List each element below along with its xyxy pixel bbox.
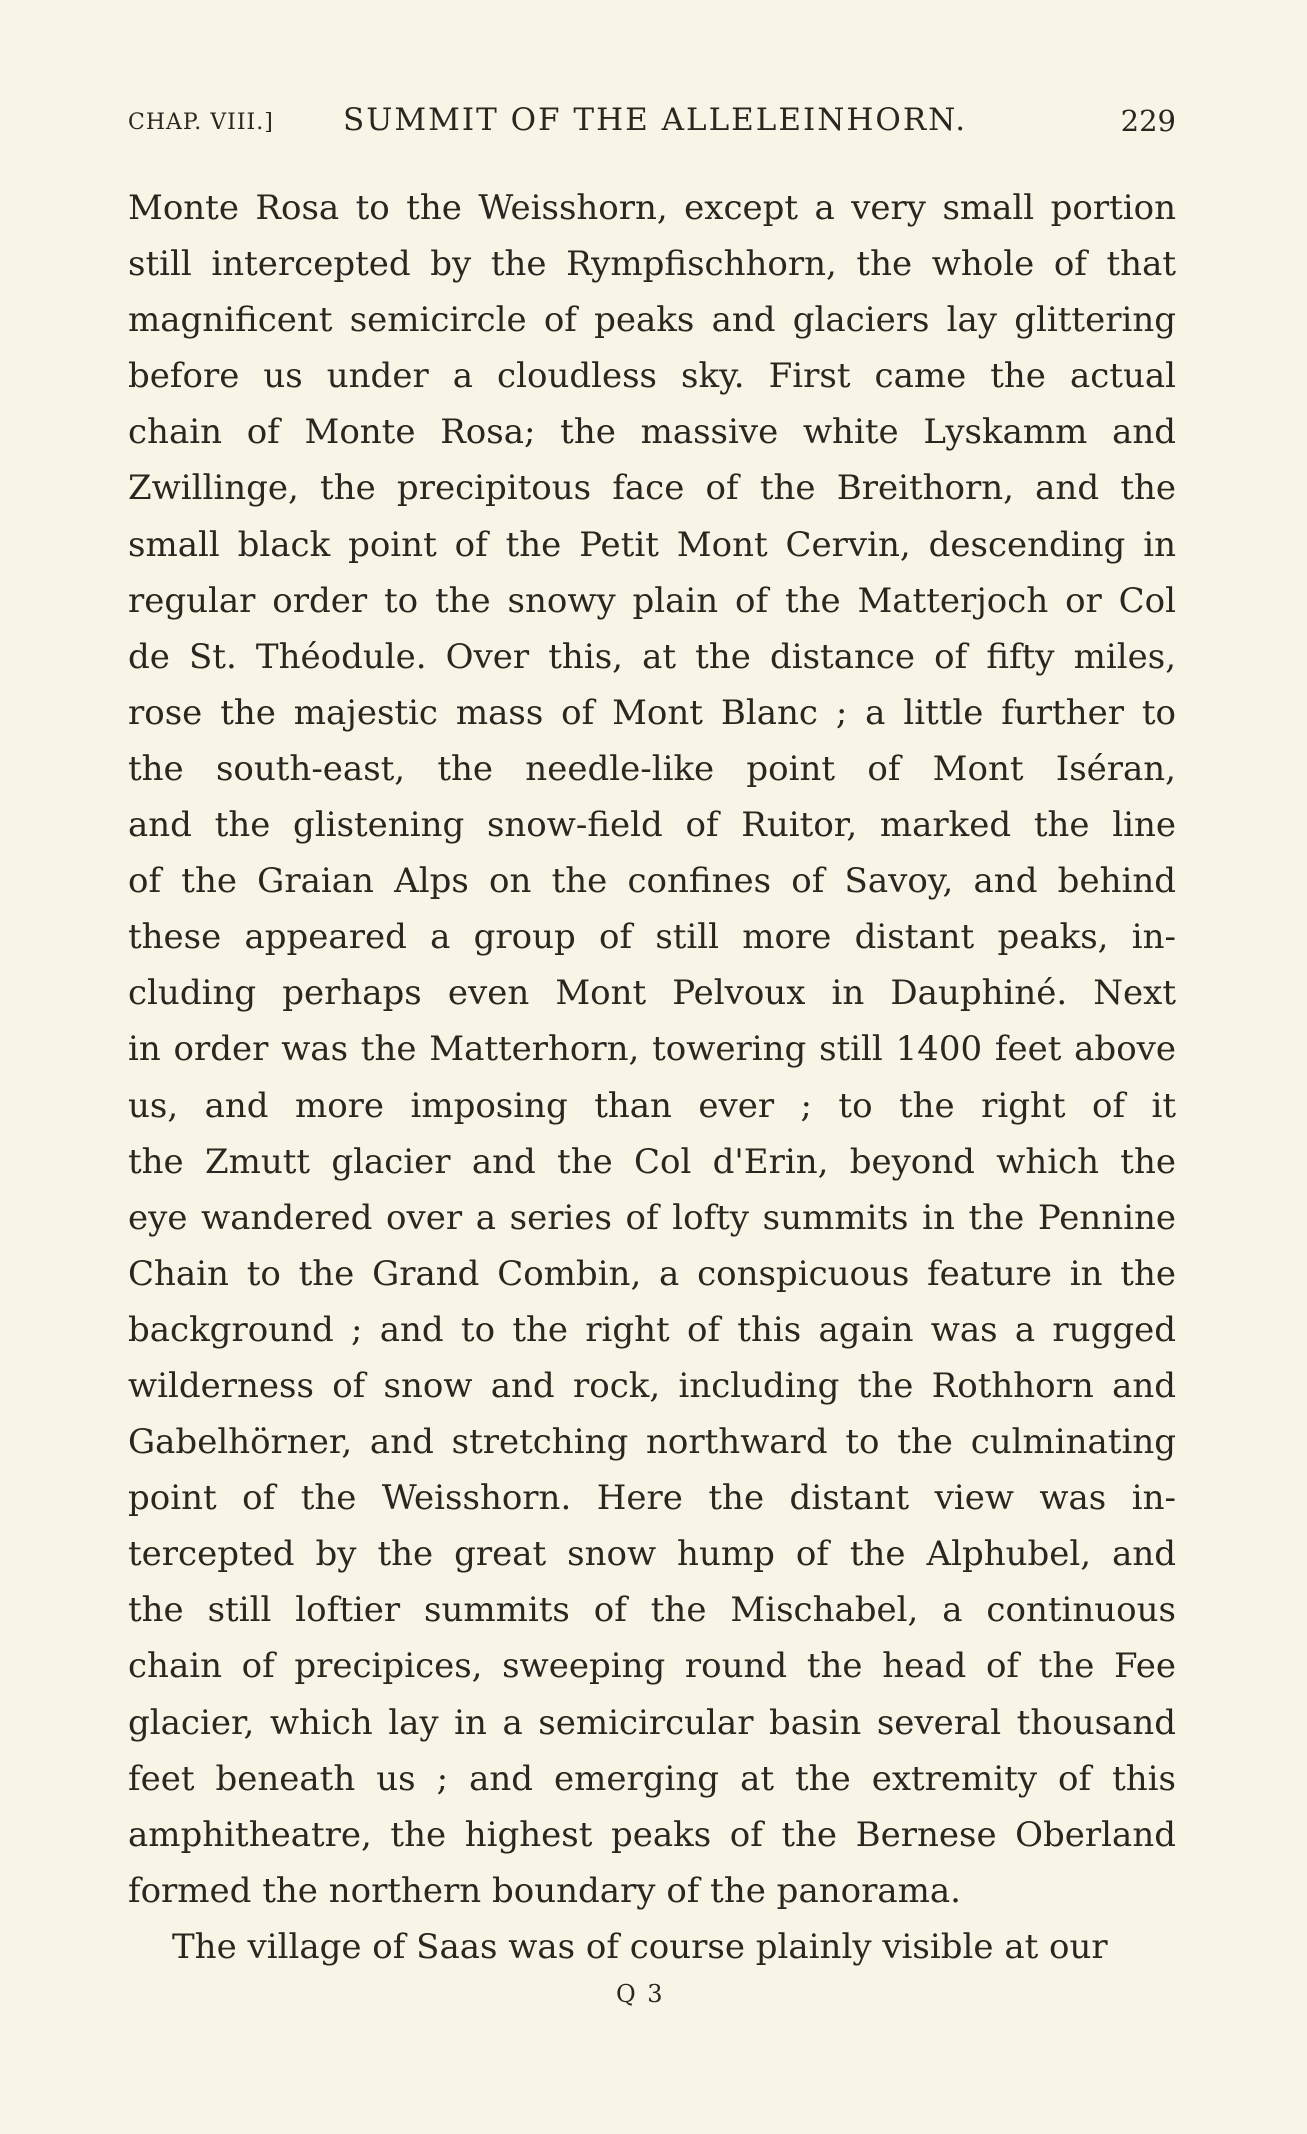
text-line: still intercepted by the Rympfischhorn, the whole of that xyxy=(128,244,1176,285)
text-line: before us under a cloudless sky. First came the actual xyxy=(128,356,1176,397)
text-line: formed the northern boundary of the panorama. xyxy=(128,1870,961,1911)
text-line: magnificent semicircle of peaks and glaciers lay glittering xyxy=(128,300,1176,341)
text-line: chain of precipices, sweeping round the head of the Fee xyxy=(128,1646,1176,1687)
text-line: background ; and to the right of this again was a rugged xyxy=(128,1309,1176,1350)
body-text xyxy=(128,180,1176,1975)
text-line: rose the majestic mass of Mont Blanc ; a little further to xyxy=(128,692,1176,733)
text-line: Gabelhörner, and stretching northward to the culminating xyxy=(128,1422,1176,1463)
text-line: small black point of the Petit Mont Cervin, descending in xyxy=(128,524,1176,565)
text-line: feet beneath us ; and emerging at the extremity of this xyxy=(128,1758,1176,1799)
text-line: the still loftier summits of the Mischabel, a continuous xyxy=(128,1590,1176,1631)
text-line: these appeared a group of still more distant peaks, in- xyxy=(128,917,1176,958)
text-line: of the Graian Alps on the confines of Savoy, and behind xyxy=(128,861,1176,902)
running-header xyxy=(128,102,1176,142)
text-line: Chain to the Grand Combin, a conspicuous feature in the xyxy=(128,1253,1176,1294)
text-line: regular order to the snowy plain of the Matterjoch or Col xyxy=(128,580,1176,621)
text-line: point of the Weisshorn. Here the distant view was in- xyxy=(128,1478,1176,1519)
signature-mark: Q 3 xyxy=(616,1980,665,2008)
text-line: The village of Saas was of course plainly visible at our xyxy=(172,1926,1108,1967)
text-line: the Zmutt glacier and the Col d'Erin, beyond which the xyxy=(128,1141,1176,1182)
text-line: and the glistening snow-field of Ruitor, marked the line xyxy=(128,805,1176,846)
text-line: tercepted by the great snow hump of the Alphubel, and xyxy=(128,1534,1176,1575)
text-line: eye wandered over a series of lofty summits in the Pennine xyxy=(128,1197,1176,1238)
text-line: chain of Monte Rosa; the massive white Lyskamm and xyxy=(128,412,1176,453)
text-line: in order was the Matterhorn, towering still 1400 feet above xyxy=(128,1029,1176,1070)
text-line: glacier, which lay in a semicircular basin several thousand xyxy=(128,1702,1176,1743)
page-number: 229 xyxy=(1120,104,1176,138)
chapter-label: CHAP. VIII.] xyxy=(128,110,274,135)
text-line: us, and more imposing than ever ; to the right of it xyxy=(128,1085,1176,1126)
text-line: wilderness of snow and rock, including the Rothhorn and xyxy=(128,1365,1176,1406)
running-title: SUMMIT OF THE ALLELEINHORN. xyxy=(343,102,968,138)
text-line: the south-east, the needle-like point of Mont Iséran, xyxy=(128,748,1176,789)
text-line: cluding perhaps even Mont Pelvoux in Dauphiné. Next xyxy=(128,973,1176,1014)
text-line: Monte Rosa to the Weisshorn, except a very small portion xyxy=(128,188,1176,228)
text-line: amphitheatre, the highest peaks of the Bernese Oberland xyxy=(128,1814,1176,1855)
text-line: de St. Théodule. Over this, at the distance of fifty miles, xyxy=(128,636,1176,677)
text-line: Zwillinge, the precipitous face of the Breithorn, and the xyxy=(128,468,1176,509)
